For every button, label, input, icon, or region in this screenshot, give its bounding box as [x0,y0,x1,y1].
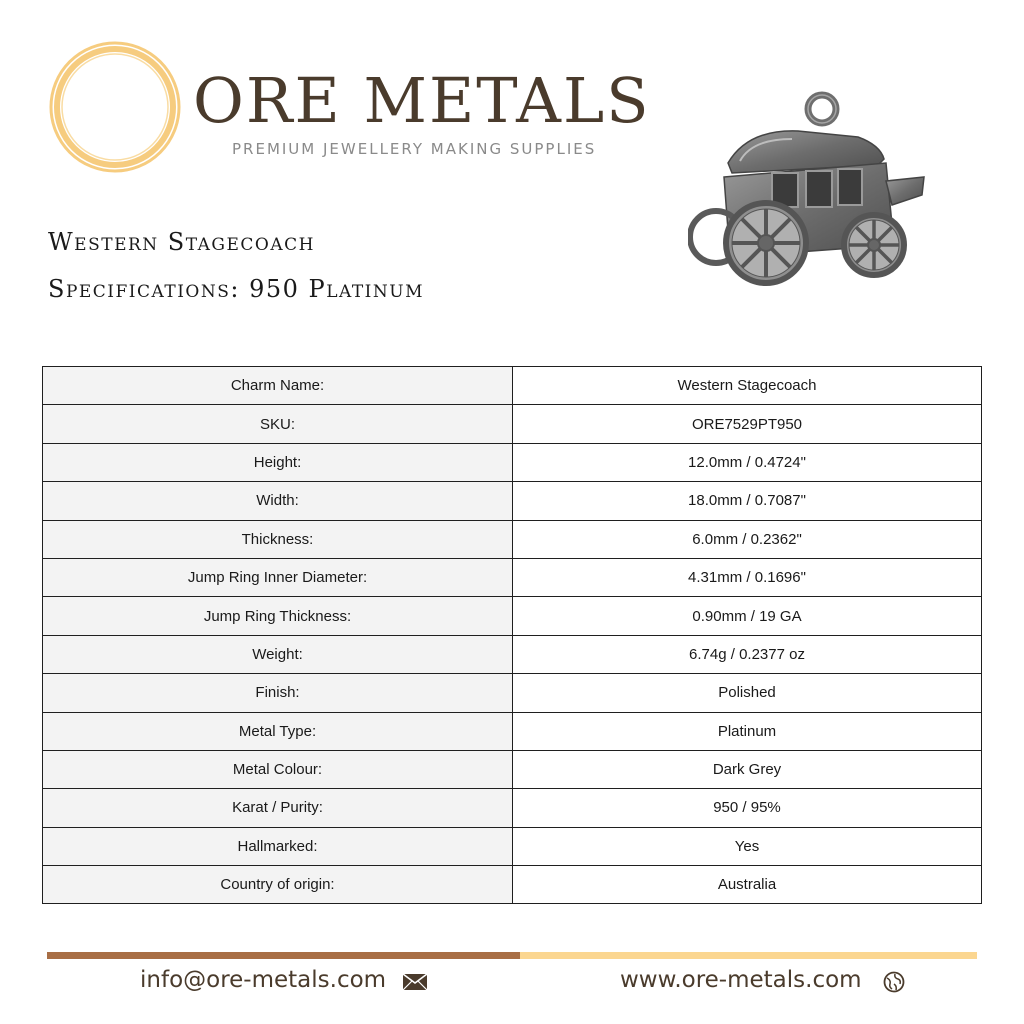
spec-value: Yes [513,827,982,865]
table-row [43,827,982,865]
footer-divider-left [47,952,520,959]
spec-value: 6.74g / 0.2377 oz [513,635,982,673]
spec-value: 950 / 95% [513,789,982,827]
product-spec-line: Specifications: 950 Platinum [48,275,424,303]
brand-name: ORE METALS [193,64,651,137]
spec-label: Jump Ring Thickness: [43,597,513,635]
spec-label: Karat / Purity: [43,789,513,827]
logo-ring-icon [49,41,181,173]
spec-label: Thickness: [43,520,513,558]
spec-value: Australia [513,866,982,904]
spec-value: 12.0mm / 0.4724" [513,443,982,481]
table-row [43,405,982,443]
table-row [43,482,982,520]
spec-value: Platinum [513,712,982,750]
brand-tagline: PREMIUM JEWELLERY MAKING SUPPLIES [232,140,597,158]
footer-divider-right [520,952,977,959]
footer-website-link[interactable]: www.ore-metals.com [620,967,862,993]
globe-icon [883,971,905,993]
footer-email-link[interactable]: info@ore-metals.com [140,967,387,993]
spec-value: Polished [513,674,982,712]
spec-label: Weight: [43,635,513,673]
spec-label: Height: [43,443,513,481]
table-row [43,750,982,788]
table-row [43,674,982,712]
spec-label: Finish: [43,674,513,712]
spec-label: Metal Type: [43,712,513,750]
table-row [43,367,982,405]
table-row [43,789,982,827]
table-row [43,635,982,673]
spec-value: 6.0mm / 0.2362" [513,520,982,558]
spec-label: Country of origin: [43,866,513,904]
spec-label: SKU: [43,405,513,443]
spec-value: 18.0mm / 0.7087" [513,482,982,520]
spec-table [42,366,982,904]
spec-label: Width: [43,482,513,520]
spec-label: Charm Name: [43,367,513,405]
table-row [43,520,982,558]
envelope-icon [402,973,428,991]
spec-label: Jump Ring Inner Diameter: [43,558,513,596]
spec-value: 4.31mm / 0.1696" [513,558,982,596]
table-row [43,712,982,750]
spec-value: 0.90mm / 19 GA [513,597,982,635]
table-row [43,558,982,596]
table-row [43,597,982,635]
product-title: Western Stagecoach [48,228,315,256]
spec-label: Hallmarked: [43,827,513,865]
spec-value: ORE7529PT950 [513,405,982,443]
spec-value: Dark Grey [513,750,982,788]
spec-value: Western Stagecoach [513,367,982,405]
stagecoach-charm-image [688,85,928,290]
spec-label: Metal Colour: [43,750,513,788]
table-row [43,443,982,481]
table-row [43,866,982,904]
